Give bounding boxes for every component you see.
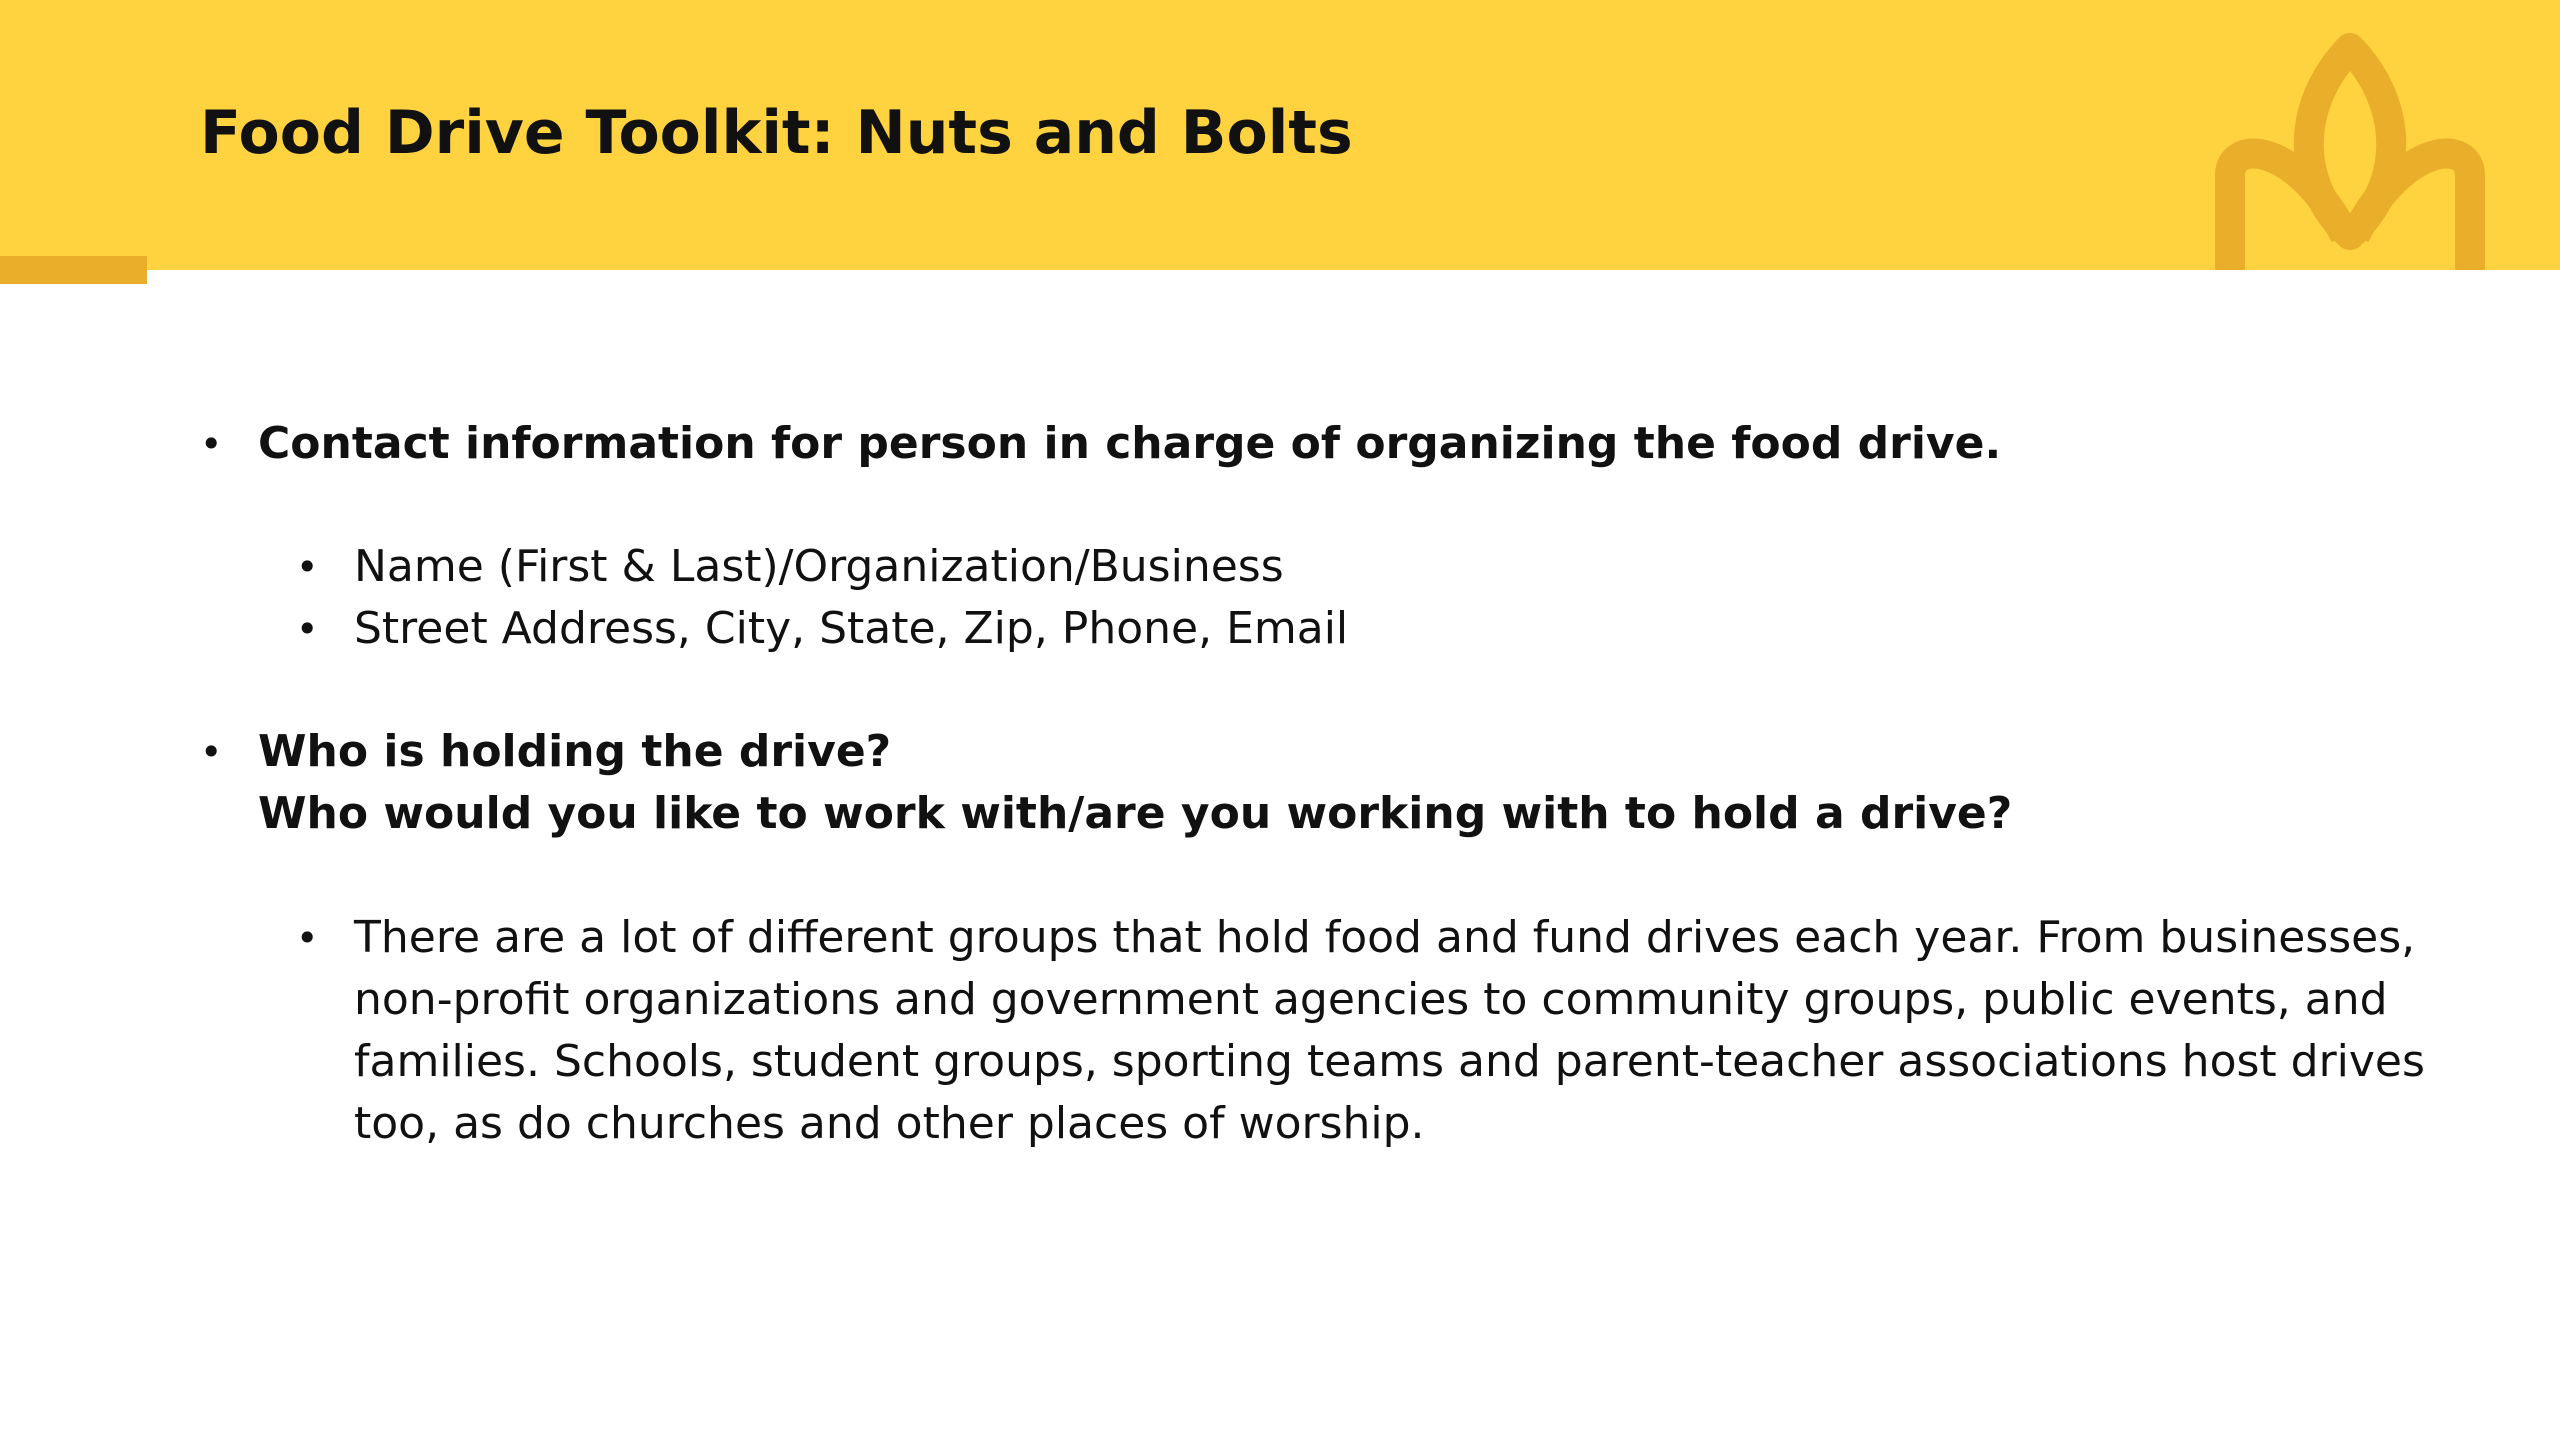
list-item: [296, 907, 2504, 1155]
list-item: [296, 536, 1284, 598]
bullet-dot: •: [296, 607, 319, 651]
list-item: [200, 721, 2012, 845]
bullet-dot: •: [296, 545, 319, 589]
sub-item: Name (First & Last)/Organization/Business: [354, 541, 1284, 592]
sub-item-paragraph: There are a lot of different groups that hold food and fund drives each year. From businesses, non-profit organizations and government agencies to community groups, public events, and families. Schools, student groups, sporting teams and parent-teacher associations host drives too, as do churches and other places of worship.: [354, 912, 2425, 1149]
bullet-dot: •: [200, 730, 223, 774]
section-heading-line-1: Who is holding the drive?: [258, 726, 892, 777]
list-item: [200, 413, 2001, 475]
section-heading: [258, 721, 2012, 845]
sub-item: Street Address, City, State, Zip, Phone, Email: [354, 603, 1349, 654]
bullet-dot: •: [296, 916, 319, 960]
section-heading: Contact information for person in charge of organizing the food drive.: [258, 418, 2002, 469]
section-heading-line-2: Who would you like to work with/are you working with to hold a drive?: [258, 788, 2013, 839]
slide-title: Food Drive Toolkit: Nuts and Bolts: [200, 98, 1353, 168]
bullet-dot: •: [200, 422, 223, 466]
list-item: [296, 598, 1348, 660]
